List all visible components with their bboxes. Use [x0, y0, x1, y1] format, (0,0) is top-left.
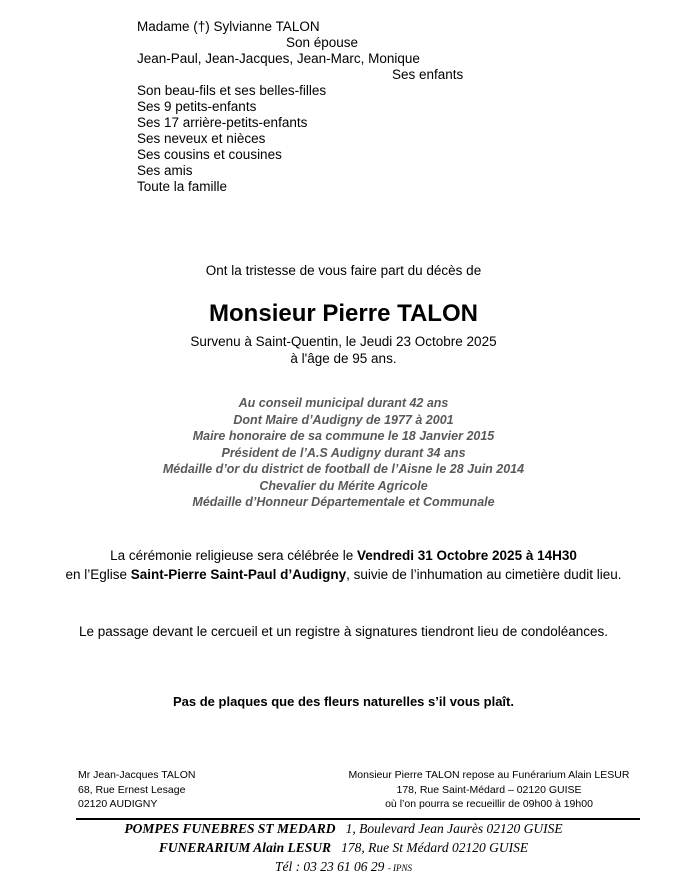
ceremony-prefix: La cérémonie religieuse sera célébrée le [110, 548, 357, 563]
family-children-role: Ses enfants [392, 67, 464, 82]
repose-line-2: 178, Rue Saint-Médard – 02120 GUISE [396, 783, 582, 796]
ceremony-date-line [0, 548, 687, 563]
company-1-address: 1, Boulevard Jean Jaurès 02120 GUISE [345, 821, 563, 836]
honor-line: Président de l’A.S Audigny durant 34 ans [221, 445, 466, 460]
church-name: Saint-Pierre Saint-Paul d’Audigny [130, 567, 347, 582]
ceremony-location-suffix: , suivie de l’inhumation au cimetière dudit lieu. [346, 567, 622, 582]
family-nephews: Ses neveux et nièces [137, 131, 266, 146]
family-spouse-role: Son épouse [286, 35, 359, 50]
honor-line: Chevalier du Mérite Agricole [259, 478, 428, 493]
announcement-intro: Ont la tristesse de vous faire part du décès de [205, 263, 482, 278]
death-details: Survenu à Saint-Quentin, le Jeudi 23 Octobre 2025 [190, 334, 497, 349]
company-2-address: 178, Rue St Médard 02120 GUISE [341, 840, 529, 855]
contact-left-city: 02120 AUDIGNY [78, 798, 158, 810]
family-children-names: Jean-Paul, Jean-Jacques, Jean-Marc, Monique [137, 51, 420, 66]
ceremony-datetime: Vendredi 31 Octobre 2025 à 14H30 [357, 548, 577, 563]
deceased-name: Monsieur Pierre TALON [209, 300, 478, 327]
family-grandchildren: Ses 9 petits-enfants [137, 99, 257, 114]
company-1-name: POMPES FUNEBRES ST MEDARD [124, 821, 336, 836]
honor-line: Médaille d’or du district de football de l’Aisne le 28 Juin 2014 [162, 462, 525, 476]
honor-line: Au conseil municipal durant 42 ans [238, 396, 449, 410]
flowers-note: Pas de plaques que des fleurs naturelles s’il vous plaît. [172, 694, 514, 709]
footer-phone [0, 859, 687, 875]
phone-number: Tél : 03 23 61 06 29 [274, 859, 385, 874]
honor-line: Dont Maire d’Audigny de 1977 à 2001 [233, 412, 454, 427]
ceremony-location-prefix: en l’Eglise [65, 567, 131, 582]
condolences-note: Le passage devant le cercueil et un registre à signatures tiendront lieu de condoléances. [78, 624, 609, 639]
repose-line-3: où l’on pourra se recueillir de 09h00 à 19h00 [385, 798, 593, 810]
company-2-name: FUNERARIUM Alain LESUR [158, 840, 331, 855]
footer-company-1 [0, 821, 687, 837]
footer-divider [76, 818, 640, 820]
family-cousins: Ses cousins et cousines [137, 147, 282, 162]
family-great-grandchildren: Ses 17 arrière-petits-enfants [137, 115, 308, 130]
repose-line-1: Monsieur Pierre TALON repose au Funérarium Alain LESUR [348, 769, 630, 781]
contact-left-street: 68, Rue Ernest Lesage [78, 783, 186, 796]
contact-left-name: Mr Jean-Jacques TALON [78, 769, 196, 781]
family-stepchildren: Son beau-fils et ses belles-filles [137, 83, 327, 98]
age-line: à l'âge de 95 ans. [290, 351, 397, 366]
family-friends: Ses amis [137, 163, 193, 178]
ipns-mark: - IPNS [387, 863, 413, 873]
honor-line: Maire honoraire de sa commune le 18 Janvier 2015 [192, 429, 495, 443]
footer-company-2 [0, 840, 687, 856]
family-spouse-name: Madame (†) Sylvianne TALON [137, 19, 320, 34]
ceremony-location-line [0, 567, 687, 582]
honor-line: Médaille d’Honneur Départementale et Communale [192, 495, 495, 509]
family-all: Toute la famille [137, 179, 228, 194]
